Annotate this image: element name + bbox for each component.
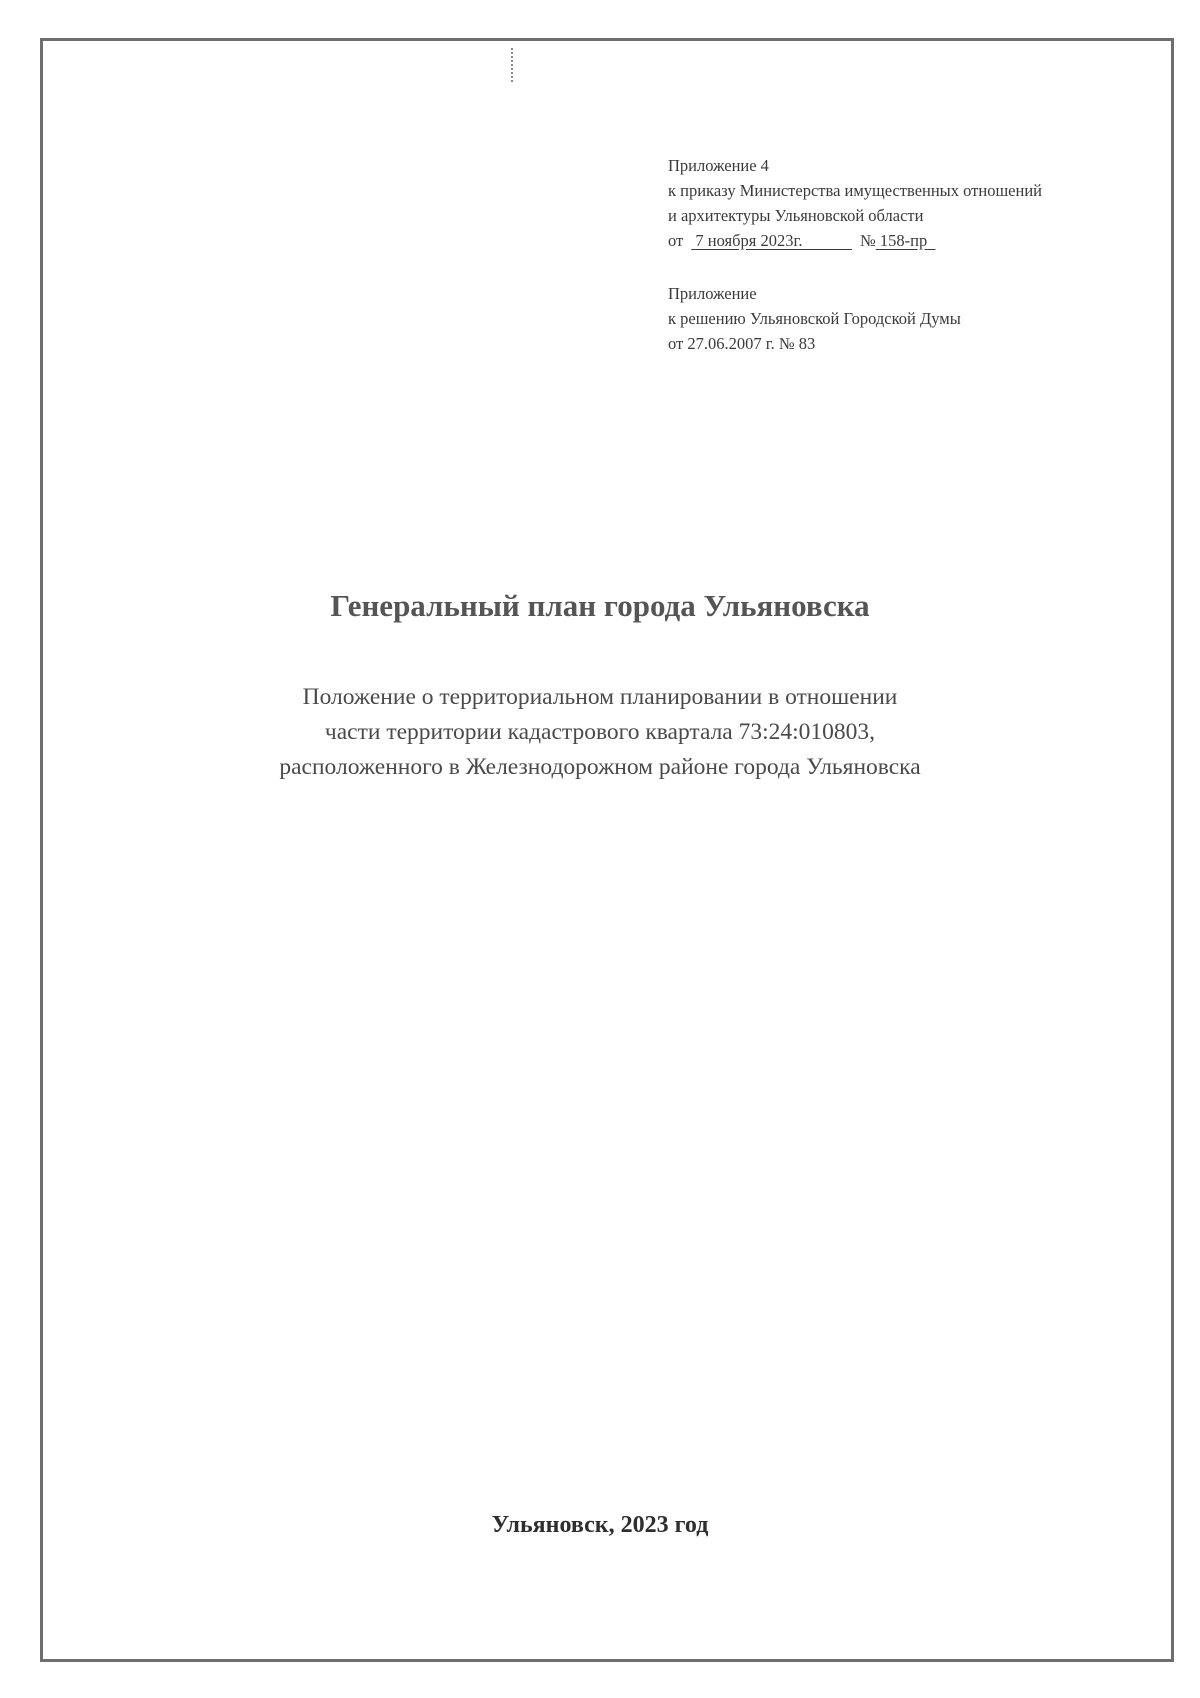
page-border — [40, 38, 1174, 1662]
attachment-decision-block — [668, 281, 961, 356]
attachment-4-date-line — [668, 228, 1042, 253]
date-prefix: от — [668, 231, 684, 250]
number-prefix: № — [860, 231, 876, 250]
document-title: Генеральный план города Ульяновска — [330, 588, 870, 623]
attachment-4-ministry-line: и архитектуры Ульяновской области — [668, 206, 924, 225]
subtitle-line-3: расположенного в Железнодорожном районе города Ульяновска — [279, 754, 921, 780]
document-subtitle — [0, 680, 1200, 785]
subtitle-line-1: Положение о территориальном планировании в отношении — [302, 684, 898, 710]
attachment-4-order-line: к приказу Министерства имущественных отношений — [668, 181, 1042, 200]
subtitle-line-2: части территории кадастрового квартала 73:24:010803, — [324, 719, 876, 745]
date-value: 7 ноября 2023г. — [695, 231, 803, 250]
attachment-decision-duma-line: к решению Ульяновской Городской Думы — [668, 309, 961, 328]
number-value: 158-пр — [879, 231, 928, 250]
attachment-4-block — [668, 153, 1042, 253]
attachment-decision-label: Приложение — [668, 284, 757, 303]
attachment-4-label: Приложение 4 — [668, 156, 769, 175]
attachment-decision-date-line: от 27.06.2007 г. № 83 — [668, 334, 816, 353]
place-and-year: Ульяновск, 2023 год — [491, 1512, 709, 1538]
scan-artifact — [511, 48, 516, 82]
